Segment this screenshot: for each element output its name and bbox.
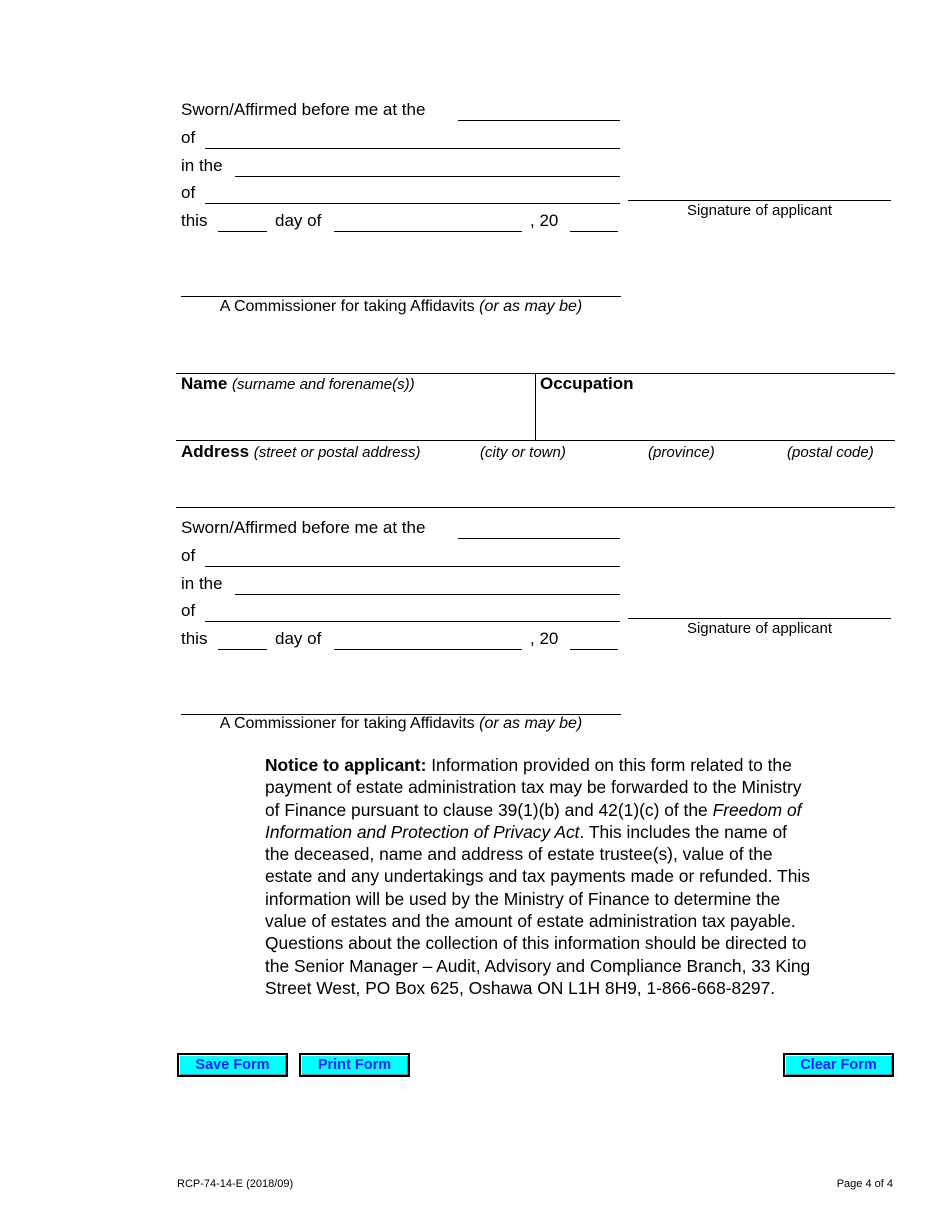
occupation-input[interactable]	[538, 396, 893, 438]
in-the-label: in the	[181, 156, 223, 175]
signature-field[interactable]	[628, 181, 891, 201]
name-input[interactable]	[176, 396, 532, 438]
signature-label: Signature of applicant	[686, 620, 833, 637]
notice-text-2: . This includes the name of the deceased, name and address of estate trustee(s), value of the estate and any undertakings and tax payments made or refunded. This information will be used by the Ministry of Finance to determine the value of estates and the amount of estate administration tax payable. Questions about the collection of this information should be directed to the Senior Manager – Audit, Advisory and Compliance Branch, 33 King Street West, PO Box 625, Oshawa ON L1H 8H9, 1-866-668-8297.	[265, 821, 811, 998]
table-middle-rule	[176, 440, 895, 441]
of-label: of	[181, 546, 196, 565]
clear-form-button[interactable]: Clear Form	[783, 1053, 894, 1077]
notice-heading: Notice to applicant:	[265, 755, 427, 775]
sworn-place-field[interactable]	[458, 519, 620, 539]
province-hint: (province)	[648, 444, 715, 461]
day-field[interactable]	[218, 630, 267, 650]
name-label: Name	[181, 374, 228, 393]
address-header	[181, 442, 421, 463]
this-label: this	[181, 211, 208, 230]
name-header	[181, 374, 415, 395]
year-field[interactable]	[570, 212, 618, 232]
name-hint: (surname and forename(s))	[232, 376, 415, 393]
address-label: Address	[181, 442, 250, 461]
occupation-label: Occupation	[540, 374, 634, 393]
month-field[interactable]	[334, 630, 522, 650]
commissioner-note: (or as may be)	[479, 298, 583, 315]
in-the-field[interactable]	[235, 575, 620, 595]
signature-label: Signature of applicant	[686, 202, 833, 219]
commissioner-note: (or as may be)	[479, 715, 583, 732]
notice-act-name: Freedom of Information and Protection of Privacy Act	[265, 799, 802, 842]
signature-field[interactable]	[628, 599, 891, 619]
postal-code-hint: (postal code)	[787, 444, 874, 461]
of-field-2[interactable]	[205, 602, 620, 622]
form-code: RCP-74-14-E (2018/09)	[177, 1178, 294, 1190]
of-field-2[interactable]	[205, 184, 620, 204]
commissioner-signature-field[interactable]	[181, 277, 621, 297]
day-field[interactable]	[218, 212, 267, 232]
of-label: of	[181, 183, 196, 202]
occupation-header	[540, 374, 634, 394]
month-field[interactable]	[334, 212, 522, 232]
day-of-label: day of	[275, 211, 322, 230]
sworn-place-field[interactable]	[458, 101, 620, 121]
address-input[interactable]	[176, 464, 895, 504]
commissioner-caption	[181, 714, 621, 734]
address-hint: (street or postal address)	[253, 444, 421, 461]
city-hint: (city or town)	[480, 444, 566, 461]
sworn-label: Sworn/Affirmed before me at the	[181, 100, 426, 119]
year-prefix-label: , 20	[530, 211, 559, 230]
sworn-label: Sworn/Affirmed before me at the	[181, 518, 426, 537]
of-field-1[interactable]	[205, 129, 620, 149]
table-bottom-rule	[176, 507, 895, 508]
commissioner-signature-field[interactable]	[181, 695, 621, 715]
commissioner-label: A Commissioner for taking Affidavits	[219, 715, 475, 732]
of-field-1[interactable]	[205, 547, 620, 567]
save-form-button[interactable]: Save Form	[177, 1053, 288, 1077]
this-label: this	[181, 629, 208, 648]
page-number: Page 4 of 4	[836, 1178, 893, 1190]
of-label: of	[181, 128, 196, 147]
in-the-label: in the	[181, 574, 223, 593]
commissioner-caption	[181, 297, 621, 317]
notice-to-applicant	[265, 754, 813, 999]
year-field[interactable]	[570, 630, 618, 650]
day-of-label: day of	[275, 629, 322, 648]
notice-text-1: Information provided on this form related to the payment of estate administration tax may be forwarded to the Ministry of Finance pursuant to clause 39(1)(b) and 42(1)(c) of the	[265, 755, 802, 820]
commissioner-label: A Commissioner for taking Affidavits	[219, 298, 475, 315]
year-prefix-label: , 20	[530, 629, 559, 648]
table-divider	[535, 373, 536, 440]
of-label: of	[181, 601, 196, 620]
in-the-field[interactable]	[235, 157, 620, 177]
print-form-button[interactable]: Print Form	[299, 1053, 410, 1077]
